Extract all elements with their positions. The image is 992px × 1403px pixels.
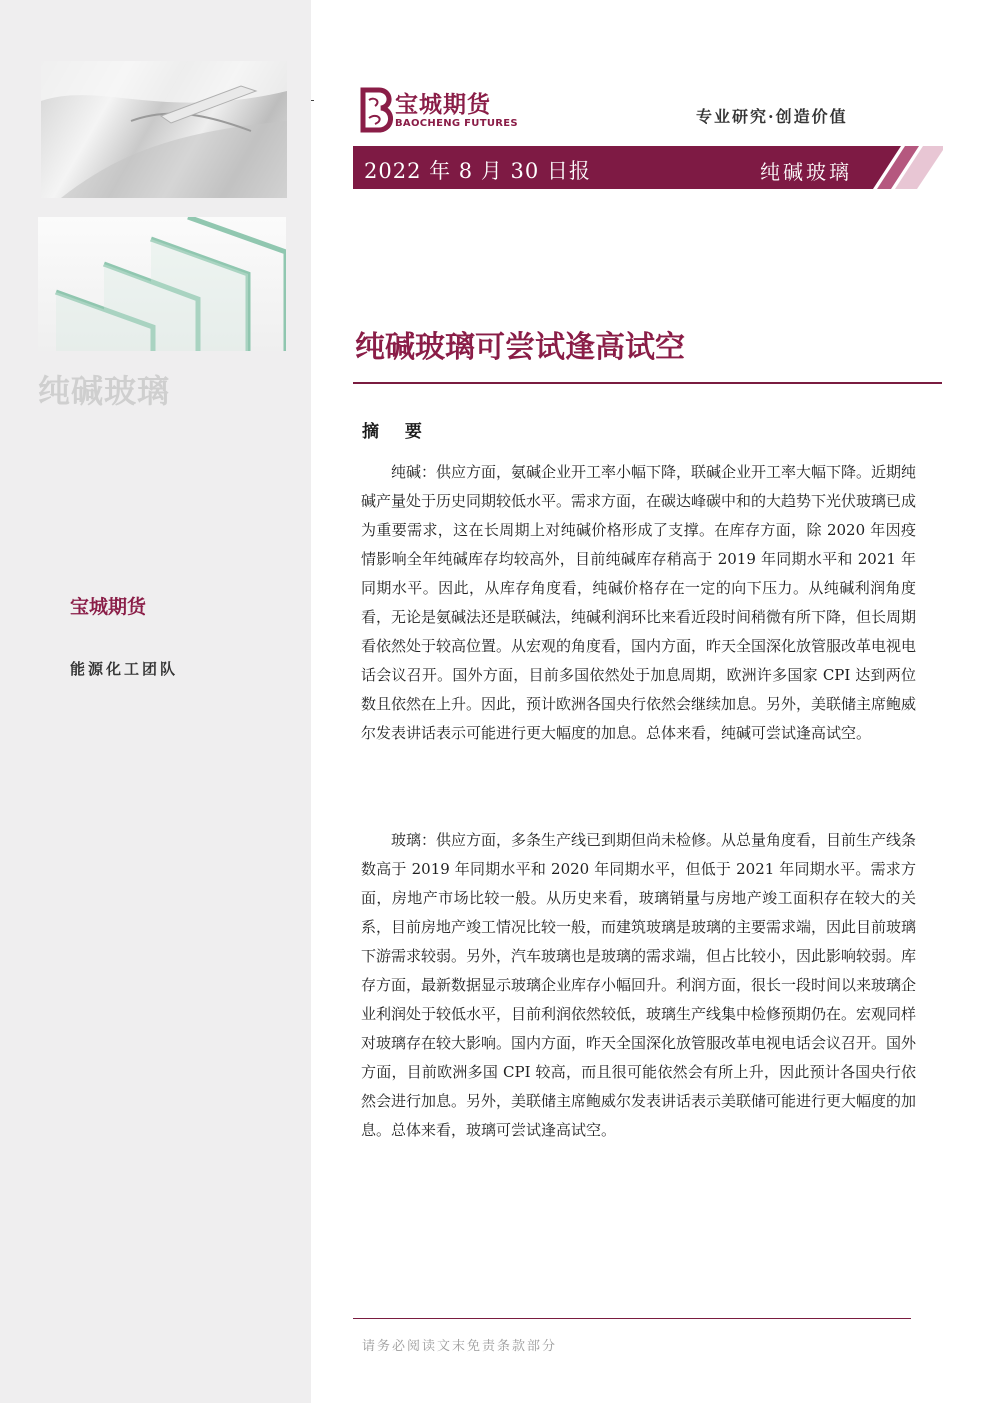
logo-wordmark-en: BAOCHENG FUTURES	[395, 118, 518, 129]
abstract-paragraph-glass: 玻璃：供应方面，多条生产线已到期但尚未检修。从总量角度看，目前生产线条数高于 2019 年同期水平和 2020 年同期水平，但低于 2021 年同期水平。需求方面，房地产市场比较一般。从历史来看，玻璃销量与房地产竣工面积存在较大的关系，目前房地产竣工情况比较一般，而建筑玻璃是玻璃的主要需求端，因此目前玻璃下游需求较弱。另外，汽车玻璃也是玻璃的需求端，但占比较小，因此影响较弱。库存方面，最新数据显示玻璃企业库存小幅回升。利润方面，很长一段时间以来玻璃企业利润处于较低水平，目前利润依然较低，玻璃生产线集中检修预期仍在。宏观同样对玻璃存在较大影响。国内方面，昨天全国深化放管服改革电视电话会议召开。国外方面，目前欧洲多国 CPI 较高，而且很可能依然会有所上升，因此预计各国央行依然会进行加息。另外，美联储主席鲍威尔发表讲话表示美联储可能进行更大幅度的加息。总体来看，玻璃可尝试逢高试空。	[361, 831, 917, 1139]
margin-tick	[311, 100, 314, 101]
abstract-heading: 摘 要	[362, 422, 432, 442]
report-date: 2022 年 8 月 30 日报	[364, 159, 591, 183]
sidebar-company: 宝城期货	[70, 596, 147, 618]
glass-panes-illustration	[38, 217, 286, 351]
abstract-paragraph-soda-ash: 纯碱：供应方面，氨碱企业开工率小幅下降，联碱企业开工率大幅下降。近期纯碱产量处于历史同期较低水平。需求方面，在碳达峰碳中和的大趋势下光伏玻璃已成为重要需求，这在长周期上对纯碱价格形成了支撑。在库存方面，除 2020 年因疫情影响全年纯碱库存均较高外，目前纯碱库存稍高于 2019 年同期水平和 2021 年同期水平。因此，从库存角度看，纯碱价格存在一定的向下压力。从纯碱利润角度看，无论是氨碱法还是联碱法，纯碱利润环比来看近段时间稍微有所下降，但长周期看依然处于较高位置。从宏观的角度看，国内方面，昨天全国深化放管服改革电视电话会议召开。国外方面，目前多国依然处于加息周期，欧洲许多国家 CPI 达到两位数且依然在上升。因此，预计欧洲各国央行依然会继续加息。另外，美联储主席鲍威尔发表讲话表示可能进行更大幅度的加息。总体来看，纯碱可尝试逢高试空。	[361, 463, 917, 742]
disclaimer-note: 请务必阅读文末免责条款部分	[362, 1339, 558, 1354]
logo-wordmark-cn: 宝城期货	[395, 91, 491, 118]
sidebar	[0, 0, 311, 1403]
slogan: 专业研究·创造价值	[696, 107, 848, 126]
footer-divider	[353, 1318, 911, 1319]
cover-photo-fabric	[41, 61, 287, 198]
report-topic: 纯碱玻璃	[760, 160, 852, 184]
sidebar-title: 纯碱玻璃	[38, 372, 171, 410]
sidebar-team: 能源化工团队	[70, 660, 179, 678]
fabric-illustration	[41, 61, 287, 198]
cover-photo-glass	[38, 217, 286, 351]
title-divider	[353, 382, 942, 384]
report-title: 纯碱玻璃可尝试逢高试空	[355, 330, 685, 365]
